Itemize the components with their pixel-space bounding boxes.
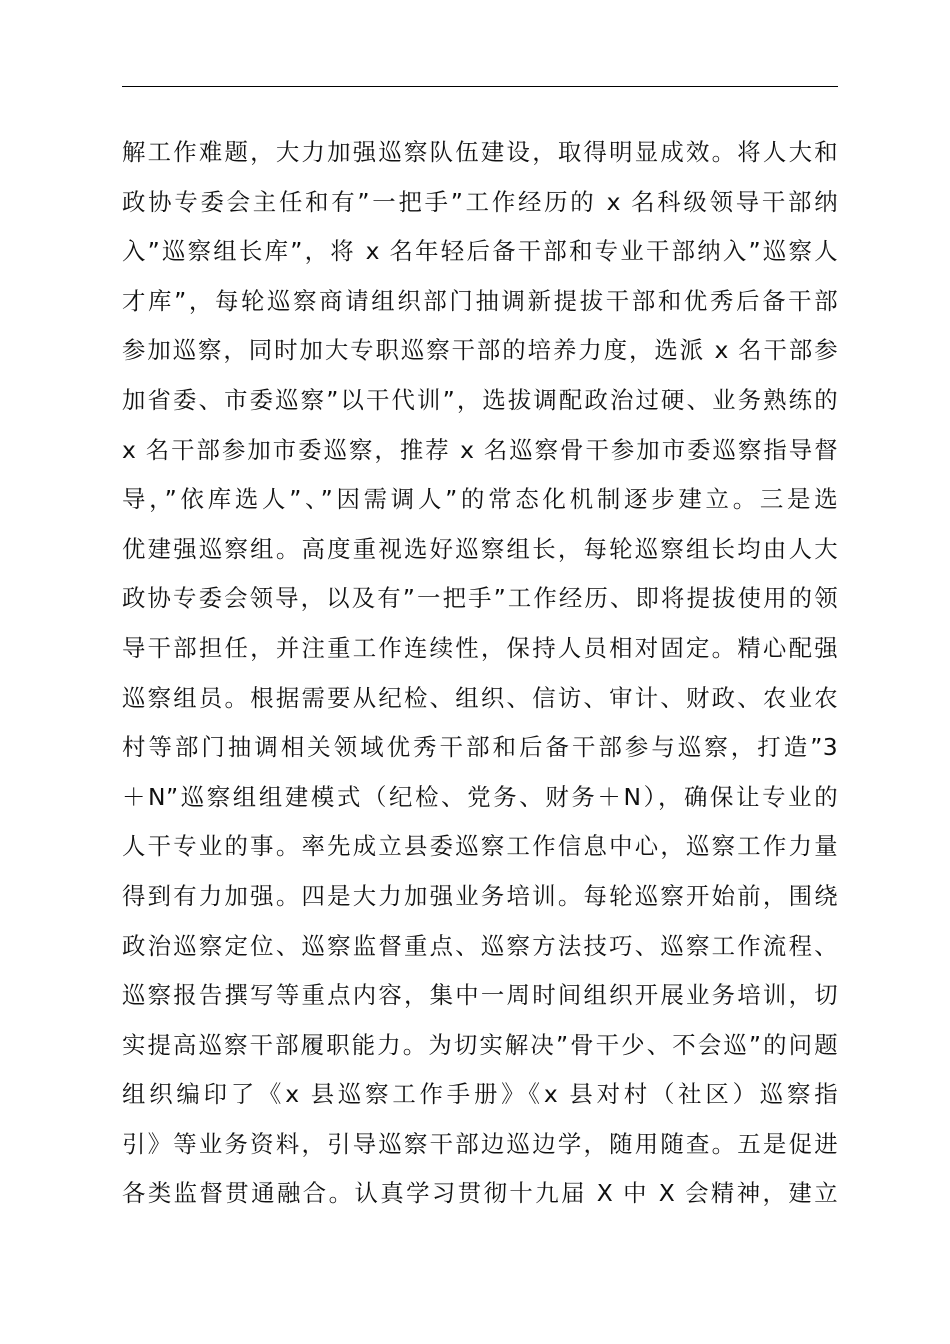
text-line: 实提高巡察干部履职能力。为切实解决”骨干少、不会巡”的问题 — [122, 1030, 838, 1059]
text-line: 导，”依库选人”、”因需调人”的常态化机制逐步建立。三是选 — [122, 485, 838, 514]
text-line: 巡察报告撰写等重点内容，集中一周时间组织开展业务培训，切 — [122, 981, 838, 1010]
text-line: 导干部担任，并注重工作连续性，保持人员相对固定。精心配强 — [122, 633, 838, 662]
text-line: x 名干部参加市委巡察，推荐 x 名巡察骨干参加市委巡察指导督 — [122, 435, 838, 464]
body-paragraph — [122, 128, 838, 1219]
text-line: 政治巡察定位、巡察监督重点、巡察方法技巧、巡察工作流程、 — [122, 931, 838, 960]
text-line: 政协专委会领导，以及有”一把手”工作经历、即将提拔使用的领 — [122, 584, 838, 613]
text-line: 村等部门抽调相关领域优秀干部和后备干部参与巡察，打造”3 — [122, 733, 838, 762]
text-line: 参加巡察，同时加大专职巡察干部的培养力度，选派 x 名干部参 — [122, 336, 838, 365]
text-line: 才库”，每轮巡察商请组织部门抽调新提拔干部和优秀后备干部 — [122, 286, 838, 315]
text-line: 各类监督贯通融合。认真学习贯彻十九届 X 中 X 会精神，建立 — [122, 1179, 838, 1208]
text-line: 入”巡察组长库”，将 x 名年轻后备干部和专业干部纳入”巡察人 — [122, 237, 838, 266]
text-line: 引》等业务资料，引导巡察干部边巡边学，随用随查。五是促进 — [122, 1129, 838, 1158]
text-line: 政协专委会主任和有”一把手”工作经历的 x 名科级领导干部纳 — [122, 187, 838, 216]
text-line: 组织编印了《x 县巡察工作手册》《x 县对村（社区）巡察指 — [122, 1080, 838, 1109]
text-line: 巡察组员。根据需要从纪检、组织、信访、审计、财政、农业农 — [122, 683, 838, 712]
header-rule — [122, 86, 838, 87]
text-line: 加省委、市委巡察”以干代训”，选拔调配政治过硬、业务熟练的 — [122, 385, 838, 414]
text-line: 得到有力加强。四是大力加强业务培训。每轮巡察开始前，围绕 — [122, 881, 838, 910]
text-line: 人干专业的事。率先成立县委巡察工作信息中心，巡察工作力量 — [122, 832, 838, 861]
text-line: 解工作难题，大力加强巡察队伍建设，取得明显成效。将人大和 — [122, 138, 838, 166]
text-line: ＋N”巡察组组建模式（纪检、党务、财务＋N），确保让专业的 — [122, 782, 838, 811]
text-line: 优建强巡察组。高度重视选好巡察组长，每轮巡察组长均由人大 — [122, 534, 838, 563]
